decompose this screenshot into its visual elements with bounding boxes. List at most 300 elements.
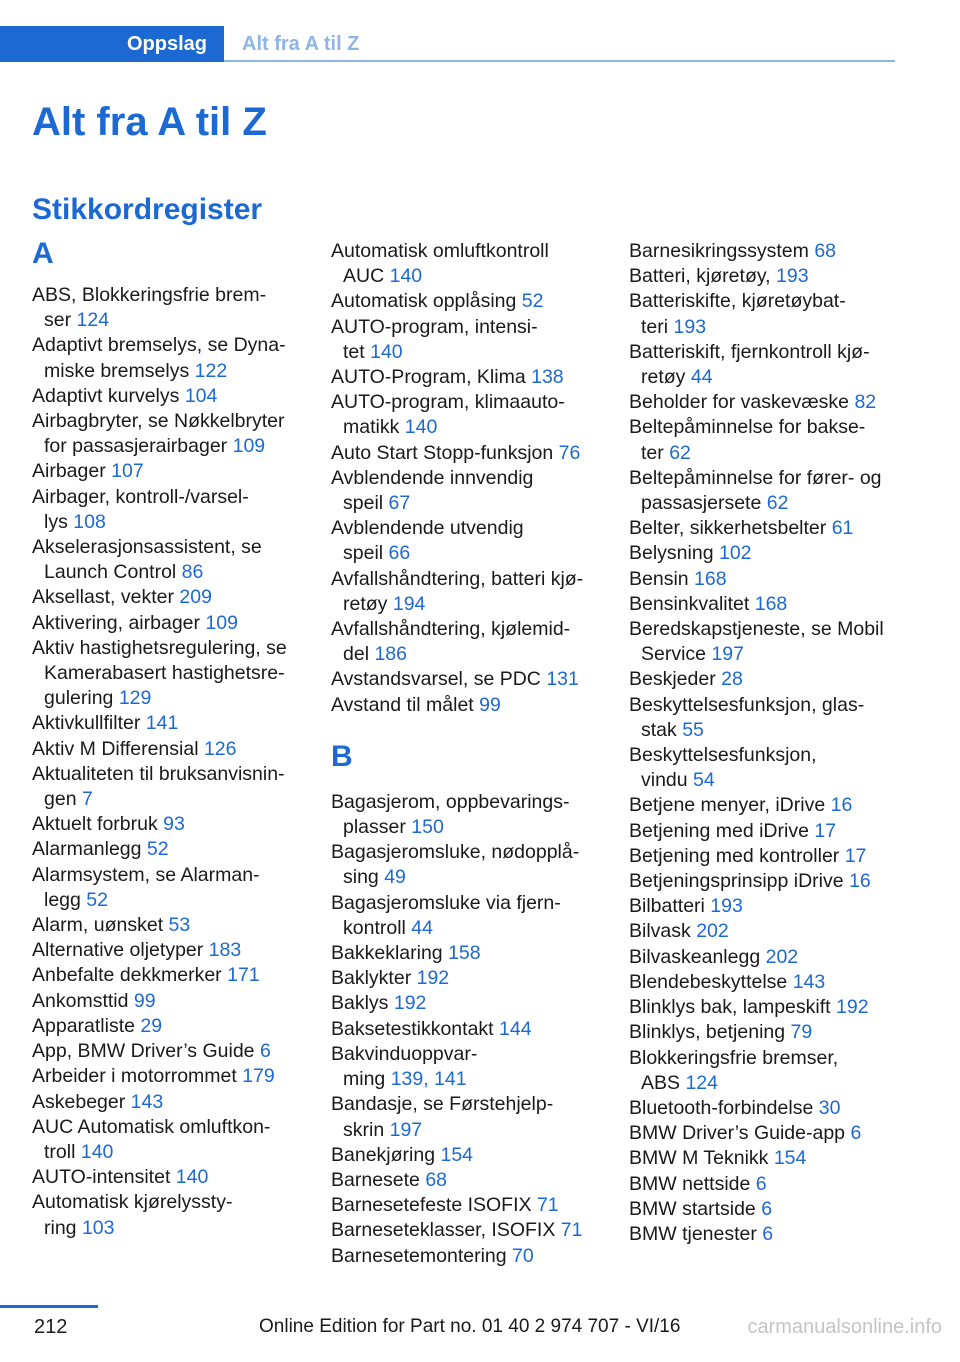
index-entry-text: Aktualiteten til bruksanvisnin-: [32, 762, 285, 785]
index-entry-text: Betjeningsprinsipp iDrive: [629, 870, 850, 893]
page-reference-link[interactable]: 66: [388, 542, 411, 565]
index-entry-text: Baklys: [331, 992, 394, 1015]
index-entry-text: AUTO-intensitet: [32, 1166, 176, 1189]
index-entry-text: AUTO-Program, Klima: [331, 366, 532, 389]
page-reference-link[interactable]: 28: [721, 668, 743, 691]
page-reference-link[interactable]: 140: [80, 1140, 114, 1163]
index-entry-text: Belysning: [629, 542, 719, 565]
index-entry: [331, 966, 601, 991]
header-rule: [224, 60, 895, 62]
page-reference-link[interactable]: 141: [145, 712, 179, 735]
page-reference-link[interactable]: 16: [849, 870, 871, 893]
index-entry-text: Service: [641, 643, 712, 666]
index-entry-text: Bilvask: [629, 920, 697, 943]
index-entry: [629, 1222, 899, 1247]
page-reference-link[interactable]: 55: [682, 718, 704, 741]
section-tab-oppslag[interactable]: Oppslag: [0, 26, 224, 62]
index-entry: [629, 1146, 899, 1171]
index-entry-text: AUTO-program, intensi-: [331, 315, 538, 338]
page-reference-link[interactable]: 140: [389, 265, 423, 288]
index-entry-text: Launch Control: [44, 561, 182, 584]
index-entry-text: passasjersete: [641, 492, 767, 515]
page-reference-link[interactable]: 138: [531, 366, 564, 389]
page-reference-link[interactable]: 76: [558, 441, 581, 464]
index-entry: [32, 1064, 302, 1089]
index-entry-text: Baksetestikkontakt: [331, 1017, 499, 1040]
page-reference-link[interactable]: 192: [393, 992, 427, 1015]
index-entry-text: Avstandsvarsel, se PDC: [331, 668, 547, 691]
index-entry-text: Beskjeder: [629, 668, 722, 691]
index-entry-text: Arbeider i motorrommet: [32, 1065, 243, 1088]
index-entry-text: Bensin: [629, 567, 695, 590]
index-entry: [32, 812, 302, 837]
page-reference-link[interactable]: 144: [499, 1017, 532, 1040]
index-entry: [331, 1168, 601, 1193]
page-reference-link[interactable]: 61: [831, 517, 854, 540]
index-entry: [629, 869, 899, 894]
index-entry: [629, 919, 899, 944]
index-column-1: [32, 239, 302, 1241]
page-reference-link[interactable]: 140: [370, 340, 403, 363]
page-reference-link[interactable]: 108: [73, 510, 106, 533]
index-entry-text: Betjening med iDrive: [629, 819, 815, 842]
page-reference-link[interactable]: 79: [790, 1021, 813, 1044]
index-entry: [331, 1244, 601, 1269]
index-entry: [32, 938, 302, 963]
page-reference-link[interactable]: 129: [118, 687, 152, 710]
page-reference-link[interactable]: 71: [560, 1219, 583, 1242]
page-reference-link[interactable]: 103: [81, 1216, 115, 1239]
index-entry: [32, 989, 302, 1014]
page-reference-link[interactable]: 86: [181, 561, 204, 584]
index-entry: [32, 585, 302, 610]
index-entry-text: retøy: [641, 366, 691, 389]
index-entry-text: AUTO-program, klimaauto-: [331, 391, 565, 414]
index-entry-text: Barnesetemontering: [331, 1244, 513, 1267]
index-entry: [629, 239, 899, 264]
index-entry: [629, 970, 899, 995]
index-entry-text: gen: [44, 788, 82, 811]
page-reference-link[interactable]: 202: [765, 945, 799, 968]
index-entry-text: Akselerasjonsassistent, se: [32, 536, 262, 559]
index-entry: [331, 365, 601, 390]
index-entry: [331, 289, 601, 314]
index-entry-text: Bakkeklaring: [331, 942, 449, 965]
index-entry: [32, 1115, 302, 1165]
index-entry: [32, 459, 302, 484]
index-entry-text: Adaptivt bremselys, se Dyna-: [32, 334, 286, 357]
index-entry-text: BMW Driver’s Guide-app: [629, 1122, 851, 1145]
index-entry-text: tet: [343, 340, 371, 363]
index-entry-text: ring: [44, 1216, 82, 1239]
index-entry-text: stak: [641, 718, 683, 741]
page-reference-link[interactable]: 29: [140, 1014, 163, 1037]
index-entry: [629, 340, 899, 390]
index-entry-text: Adaptivt kurvelys: [32, 384, 185, 407]
page-reference-link[interactable]: 44: [411, 916, 433, 939]
page-reference-link[interactable]: 104: [184, 384, 218, 407]
page-reference-link[interactable]: 107: [111, 460, 144, 483]
index-entry: [629, 541, 899, 566]
index-entry-text: Batteri, kjøretøy,: [629, 265, 776, 288]
index-entry: [32, 711, 302, 736]
page-reference-link[interactable]: 67: [388, 492, 411, 515]
page-reference-link[interactable]: 6: [762, 1222, 774, 1245]
index-entry-text: Aksellast, vekter: [32, 586, 180, 609]
page-title: Alt fra A til Z: [32, 100, 267, 144]
page-reference-link[interactable]: 17: [844, 844, 867, 867]
index-entry: [331, 466, 601, 516]
page-reference-link[interactable]: 209: [179, 586, 212, 609]
index-entry-text: plasser: [343, 816, 412, 839]
index-entry: [331, 1143, 601, 1168]
index-entry-text: Apparatliste: [32, 1014, 141, 1037]
index-entry-text: Bagasjeromsluke, nødopplå-: [331, 841, 580, 864]
index-entry-text: Kamerabasert hastighetsre-: [44, 662, 285, 685]
index-entry-text: Ankomsttid: [32, 989, 134, 1012]
index-entry-text: Barneseteklasser, ISOFIX: [331, 1219, 561, 1242]
index-entry: [32, 1039, 302, 1064]
index-entry-text: BMW nettside: [629, 1172, 756, 1195]
page-reference-link[interactable]: 168: [754, 592, 788, 615]
index-entry-text: legg: [44, 888, 87, 911]
index-entry-text: Blinklys, betjening: [629, 1021, 791, 1044]
index-entry: [32, 863, 302, 913]
page-reference-link[interactable]: 124: [76, 309, 110, 332]
page-reference-link[interactable]: 52: [146, 838, 169, 861]
index-entry: [331, 667, 601, 692]
index-entry: [32, 762, 302, 812]
index-entry-text: Beredskapstjeneste, se Mobil: [629, 618, 884, 641]
page-reference-link[interactable]: 68: [425, 1168, 448, 1191]
index-entry: [32, 1190, 302, 1240]
index-entry-text: Aktivering, airbager: [32, 611, 206, 634]
page-reference-link[interactable]: 52: [521, 290, 544, 313]
index-entry: [629, 264, 899, 289]
page-reference-link[interactable]: 193: [710, 895, 743, 918]
index-entry-text: Banekjøring: [331, 1143, 441, 1166]
index-entry-text: BMW tjenester: [629, 1222, 763, 1245]
index-entry: [32, 333, 302, 383]
page-reference-link[interactable]: 192: [416, 967, 450, 990]
index-entry: [32, 963, 302, 988]
index-entry: [331, 1092, 601, 1142]
page-reference-link[interactable]: 99: [479, 693, 501, 716]
index-letter-heading: B: [331, 739, 353, 773]
index-entry: [331, 617, 601, 667]
index-entry: [629, 819, 899, 844]
index-entry: [32, 1090, 302, 1115]
index-entry-text: Askebeger: [32, 1090, 131, 1113]
index-entry-text: Bilvaskeanlegg: [629, 945, 766, 968]
index-entry-text: Barnesikringssystem: [629, 240, 815, 262]
index-entry-text: Avfallshåndtering, batteri kjø-: [331, 567, 584, 590]
page-reference-link[interactable]: 62: [669, 441, 691, 464]
index-entry-text: miske bremselys: [44, 359, 195, 382]
page-header: [0, 26, 895, 62]
index-entry-text: Bandasje, se Førstehjelp-: [331, 1093, 554, 1116]
page-reference-link[interactable]: 192: [836, 996, 869, 1019]
page-reference-link[interactable]: 49: [384, 866, 406, 889]
index-entry-text: Alarmsystem, se Alarman-: [32, 863, 260, 886]
page-reference-link[interactable]: 6: [850, 1122, 862, 1145]
page-reference-link[interactable]: 154: [773, 1147, 807, 1170]
index-entry-text: sing: [343, 866, 385, 889]
index-entry: [331, 516, 601, 566]
page-reference-link[interactable]: 171: [227, 964, 260, 987]
footer-bar: [0, 1305, 98, 1308]
page-reference-link[interactable]: 109: [205, 611, 238, 634]
index-entry-text: Betjening med kontroller: [629, 844, 845, 867]
index-entry-text: matikk: [343, 416, 405, 439]
index-entry: [629, 390, 899, 415]
index-entry-text: gulering: [44, 687, 119, 710]
index-entry-text: BMW M Teknikk: [629, 1147, 774, 1170]
index-entry: [331, 941, 601, 966]
index-entry: [32, 283, 302, 333]
page-reference-link[interactable]: 109: [232, 435, 266, 458]
index-entry-text: Betjene menyer, iDrive: [629, 794, 831, 817]
index-entry-text: del: [343, 643, 375, 666]
index-entry-text: speil: [343, 542, 389, 565]
index-entry-text: Airbagbryter, se Nøkkelbryter: [32, 410, 285, 433]
index-entry-text: Aktivkullfilter: [32, 712, 146, 735]
page-reference-link[interactable]: 54: [693, 769, 715, 792]
index-entry: [629, 592, 899, 617]
index-entry-text: Automatisk kjørelyssty-: [32, 1191, 233, 1214]
page-reference-link[interactable]: 6: [259, 1040, 271, 1063]
index-entry: [629, 894, 899, 919]
index-entry-text: ter: [641, 441, 670, 464]
index-entry: [629, 793, 899, 818]
index-entry: [32, 1165, 302, 1190]
index-entry: [629, 1020, 899, 1045]
index-entry: [629, 1121, 899, 1146]
index-entry-text: Avblendende utvendig: [331, 517, 524, 540]
index-entry-text: Beltepåminnelse for fører- og: [629, 466, 882, 489]
page-reference-link[interactable]: 6: [755, 1172, 767, 1195]
index-entry: [331, 840, 601, 890]
index-entry: [629, 1096, 899, 1121]
page-reference-link[interactable]: 197: [711, 643, 744, 666]
index-entry-text: lys: [44, 510, 74, 533]
index-entry-text: vindu: [641, 769, 694, 792]
page-subtitle: Stikkordregister: [32, 193, 263, 226]
index-entry: [629, 415, 899, 465]
page-reference-link[interactable]: 99: [133, 989, 156, 1012]
index-entry-text: Bensinkvalitet: [629, 592, 755, 615]
index-entry: [32, 636, 302, 712]
page-reference-link[interactable]: 158: [448, 942, 481, 965]
index-entry-text: Baklykter: [331, 967, 417, 990]
index-entry-text: Avblendende innvendig: [331, 466, 534, 489]
index-entry-text: ABS: [641, 1071, 686, 1094]
page-reference-link[interactable]: 30: [818, 1096, 841, 1119]
page-reference-link[interactable]: 150: [411, 816, 444, 839]
index-entry-text: BMW startside: [629, 1197, 762, 1220]
watermark: carmanualsonline.info: [747, 1316, 942, 1338]
index-entry-text: Blendebeskyttelse: [629, 970, 793, 993]
index-entry: [32, 737, 302, 762]
index-entry-text: Anbefalte dekkmerker: [32, 964, 228, 987]
index-entry-text: Beholder for vaskevæske: [629, 391, 855, 414]
index-entry-text: Bagasjerom, oppbevarings-: [331, 790, 570, 813]
index-entry-text: Aktiv M Differensial: [32, 737, 204, 760]
index-entry-text: Beskyttelsesfunksjon, glas-: [629, 693, 865, 716]
index-entry-text: Automatisk opplåsing: [331, 290, 522, 313]
page-reference-link[interactable]: 183: [208, 939, 242, 962]
index-entry: [629, 466, 899, 516]
page-reference-link[interactable]: 139, 141: [390, 1068, 467, 1091]
index-entry-text: retøy: [343, 592, 393, 615]
index-entry-text: Bakvinduoppvar-: [331, 1042, 478, 1065]
page-reference-link[interactable]: 143: [130, 1090, 164, 1113]
index-entry-text: Barnesete: [331, 1168, 426, 1191]
page-reference-link[interactable]: 197: [389, 1118, 423, 1141]
index-entry-text: Batteriskifte, kjøretøybat-: [629, 290, 846, 313]
page-reference-link[interactable]: 193: [776, 265, 809, 288]
page-reference-link[interactable]: 62: [766, 492, 789, 515]
index-entry: [331, 1042, 601, 1092]
index-column-3: [629, 239, 899, 1247]
index-entry: [331, 441, 601, 466]
page-reference-link[interactable]: 140: [404, 416, 438, 439]
index-entry-text: Automatisk omluftkontroll: [331, 240, 549, 262]
index-entry-text: teri: [641, 315, 674, 338]
index-entry-text: speil: [343, 492, 389, 515]
index-entry-text: AUC: [343, 265, 390, 288]
page-reference-link[interactable]: 82: [854, 391, 877, 414]
page-reference-link[interactable]: 131: [546, 668, 579, 691]
page-reference-link[interactable]: 168: [694, 567, 727, 590]
index-entry-text: ser: [44, 309, 77, 332]
index-entry-text: App, BMW Driver’s Guide: [32, 1040, 260, 1063]
index-entry-text: Blokkeringsfrie bremser,: [629, 1046, 839, 1069]
index-entry: [331, 790, 601, 840]
index-entry-text: Auto Start Stopp-funksjon: [331, 441, 559, 464]
index-entry: [629, 1046, 899, 1096]
page-reference-link[interactable]: 17: [814, 819, 837, 842]
index-entry: [331, 1193, 601, 1218]
index-entry-text: ming: [343, 1068, 391, 1091]
index-entry: [629, 667, 899, 692]
index-entry-text: Aktiv hastighetsregulering, se: [32, 636, 287, 659]
index-entry: [32, 384, 302, 409]
index-letter-heading: A: [32, 237, 54, 270]
page-reference-link[interactable]: 122: [194, 359, 228, 382]
index-entry: [331, 239, 601, 289]
index-entry: [32, 837, 302, 862]
index-entry-text: Airbager: [32, 460, 112, 483]
index-entry: [32, 611, 302, 636]
index-column-2: [331, 239, 601, 1269]
page-reference-link[interactable]: 186: [374, 643, 407, 666]
index-entry: [629, 1172, 899, 1197]
page-reference-link[interactable]: 140: [175, 1166, 209, 1189]
page-reference-link[interactable]: 53: [168, 914, 191, 937]
index-entry: [629, 516, 899, 541]
page-reference-link[interactable]: 194: [392, 592, 426, 615]
index-entry-text: Batteriskift, fjernkontroll kjø-: [629, 340, 870, 363]
index-entry: [331, 567, 601, 617]
index-entry: [629, 567, 899, 592]
page-reference-link[interactable]: 52: [86, 888, 108, 911]
index-entry-text: AUC Automatisk omluftkon-: [32, 1115, 271, 1138]
index-entry: [331, 891, 601, 941]
index-entry: [629, 289, 899, 339]
index-entry-text: Avstand til målet: [331, 693, 480, 716]
index-entry: [32, 535, 302, 585]
page-reference-link[interactable]: 70: [512, 1244, 534, 1267]
page-reference-link[interactable]: 202: [696, 920, 729, 943]
index-entry-text: skrin: [343, 1118, 390, 1141]
index-entry-text: Blinklys bak, lampeskift: [629, 996, 836, 1019]
index-entry-text: Aktuelt forbruk: [32, 813, 164, 836]
index-entry-text: Barnesetefeste ISOFIX: [331, 1194, 537, 1217]
index-entry-text: Beltepåminnelse for bakse-: [629, 416, 866, 439]
page-reference-link[interactable]: 6: [761, 1197, 773, 1220]
index-entry: [629, 743, 899, 793]
page-number: 212: [34, 1316, 68, 1338]
index-entry: [629, 617, 899, 667]
page-reference-link[interactable]: 143: [792, 970, 826, 993]
index-entry-text: Beskyttelsesfunksjon,: [629, 744, 817, 767]
page-reference-link[interactable]: 7: [81, 788, 93, 811]
index-entry: [331, 991, 601, 1016]
page-reference-link[interactable]: 93: [163, 813, 185, 836]
index-entry: [331, 315, 601, 365]
index-entry-text: ABS, Blokkeringsfrie brem-: [32, 284, 267, 306]
index-entry: [629, 844, 899, 869]
index-entry: [629, 1197, 899, 1222]
page-reference-link[interactable]: 124: [685, 1071, 718, 1094]
page-reference-link[interactable]: 193: [673, 315, 707, 338]
section-tab-alt-fra-a-til-z[interactable]: Alt fra A til Z: [242, 32, 360, 55]
page-reference-link[interactable]: 154: [440, 1143, 474, 1166]
index-entry: [629, 945, 899, 970]
page-reference-link[interactable]: 68: [814, 240, 837, 262]
index-entry-text: Bluetooth-forbindelse: [629, 1096, 819, 1119]
page-reference-link[interactable]: 71: [536, 1194, 559, 1217]
index-entry: [331, 390, 601, 440]
page-reference-link[interactable]: 102: [718, 542, 752, 565]
index-entry-text: troll: [44, 1140, 81, 1163]
index-entry: [331, 693, 601, 718]
index-entry-text: Bagasjeromsluke via fjern-: [331, 891, 561, 914]
index-entry: [32, 1014, 302, 1039]
index-entry-text: Belter, sikkerhetsbelter: [629, 517, 832, 540]
index-entry-text: Avfallshåndtering, kjølemid-: [331, 618, 571, 641]
index-entry: [629, 693, 899, 743]
index-entry: [331, 1017, 601, 1042]
page-reference-link[interactable]: 179: [242, 1065, 275, 1088]
index-entry-text: kontroll: [343, 916, 412, 939]
page-reference-link[interactable]: 44: [690, 366, 713, 389]
edition-note: Online Edition for Part no. 01 40 2 974 707 - VI/16: [259, 1316, 681, 1337]
index-entry-text: for passasjerairbager: [44, 435, 233, 458]
index-entry-text: Alternative oljetyper: [32, 939, 209, 962]
index-entry: [32, 913, 302, 938]
index-entry: [32, 485, 302, 535]
page-reference-link[interactable]: 126: [203, 737, 237, 760]
index-entry-text: Bilbatteri: [629, 895, 711, 918]
index-entry-text: Alarmanlegg: [32, 838, 147, 861]
page-reference-link[interactable]: 16: [830, 794, 853, 817]
index-entry: [32, 409, 302, 459]
index-entry: [629, 995, 899, 1020]
index-entry-text: Airbager, kontroll-/varsel-: [32, 485, 249, 508]
index-entry: [331, 1218, 601, 1243]
